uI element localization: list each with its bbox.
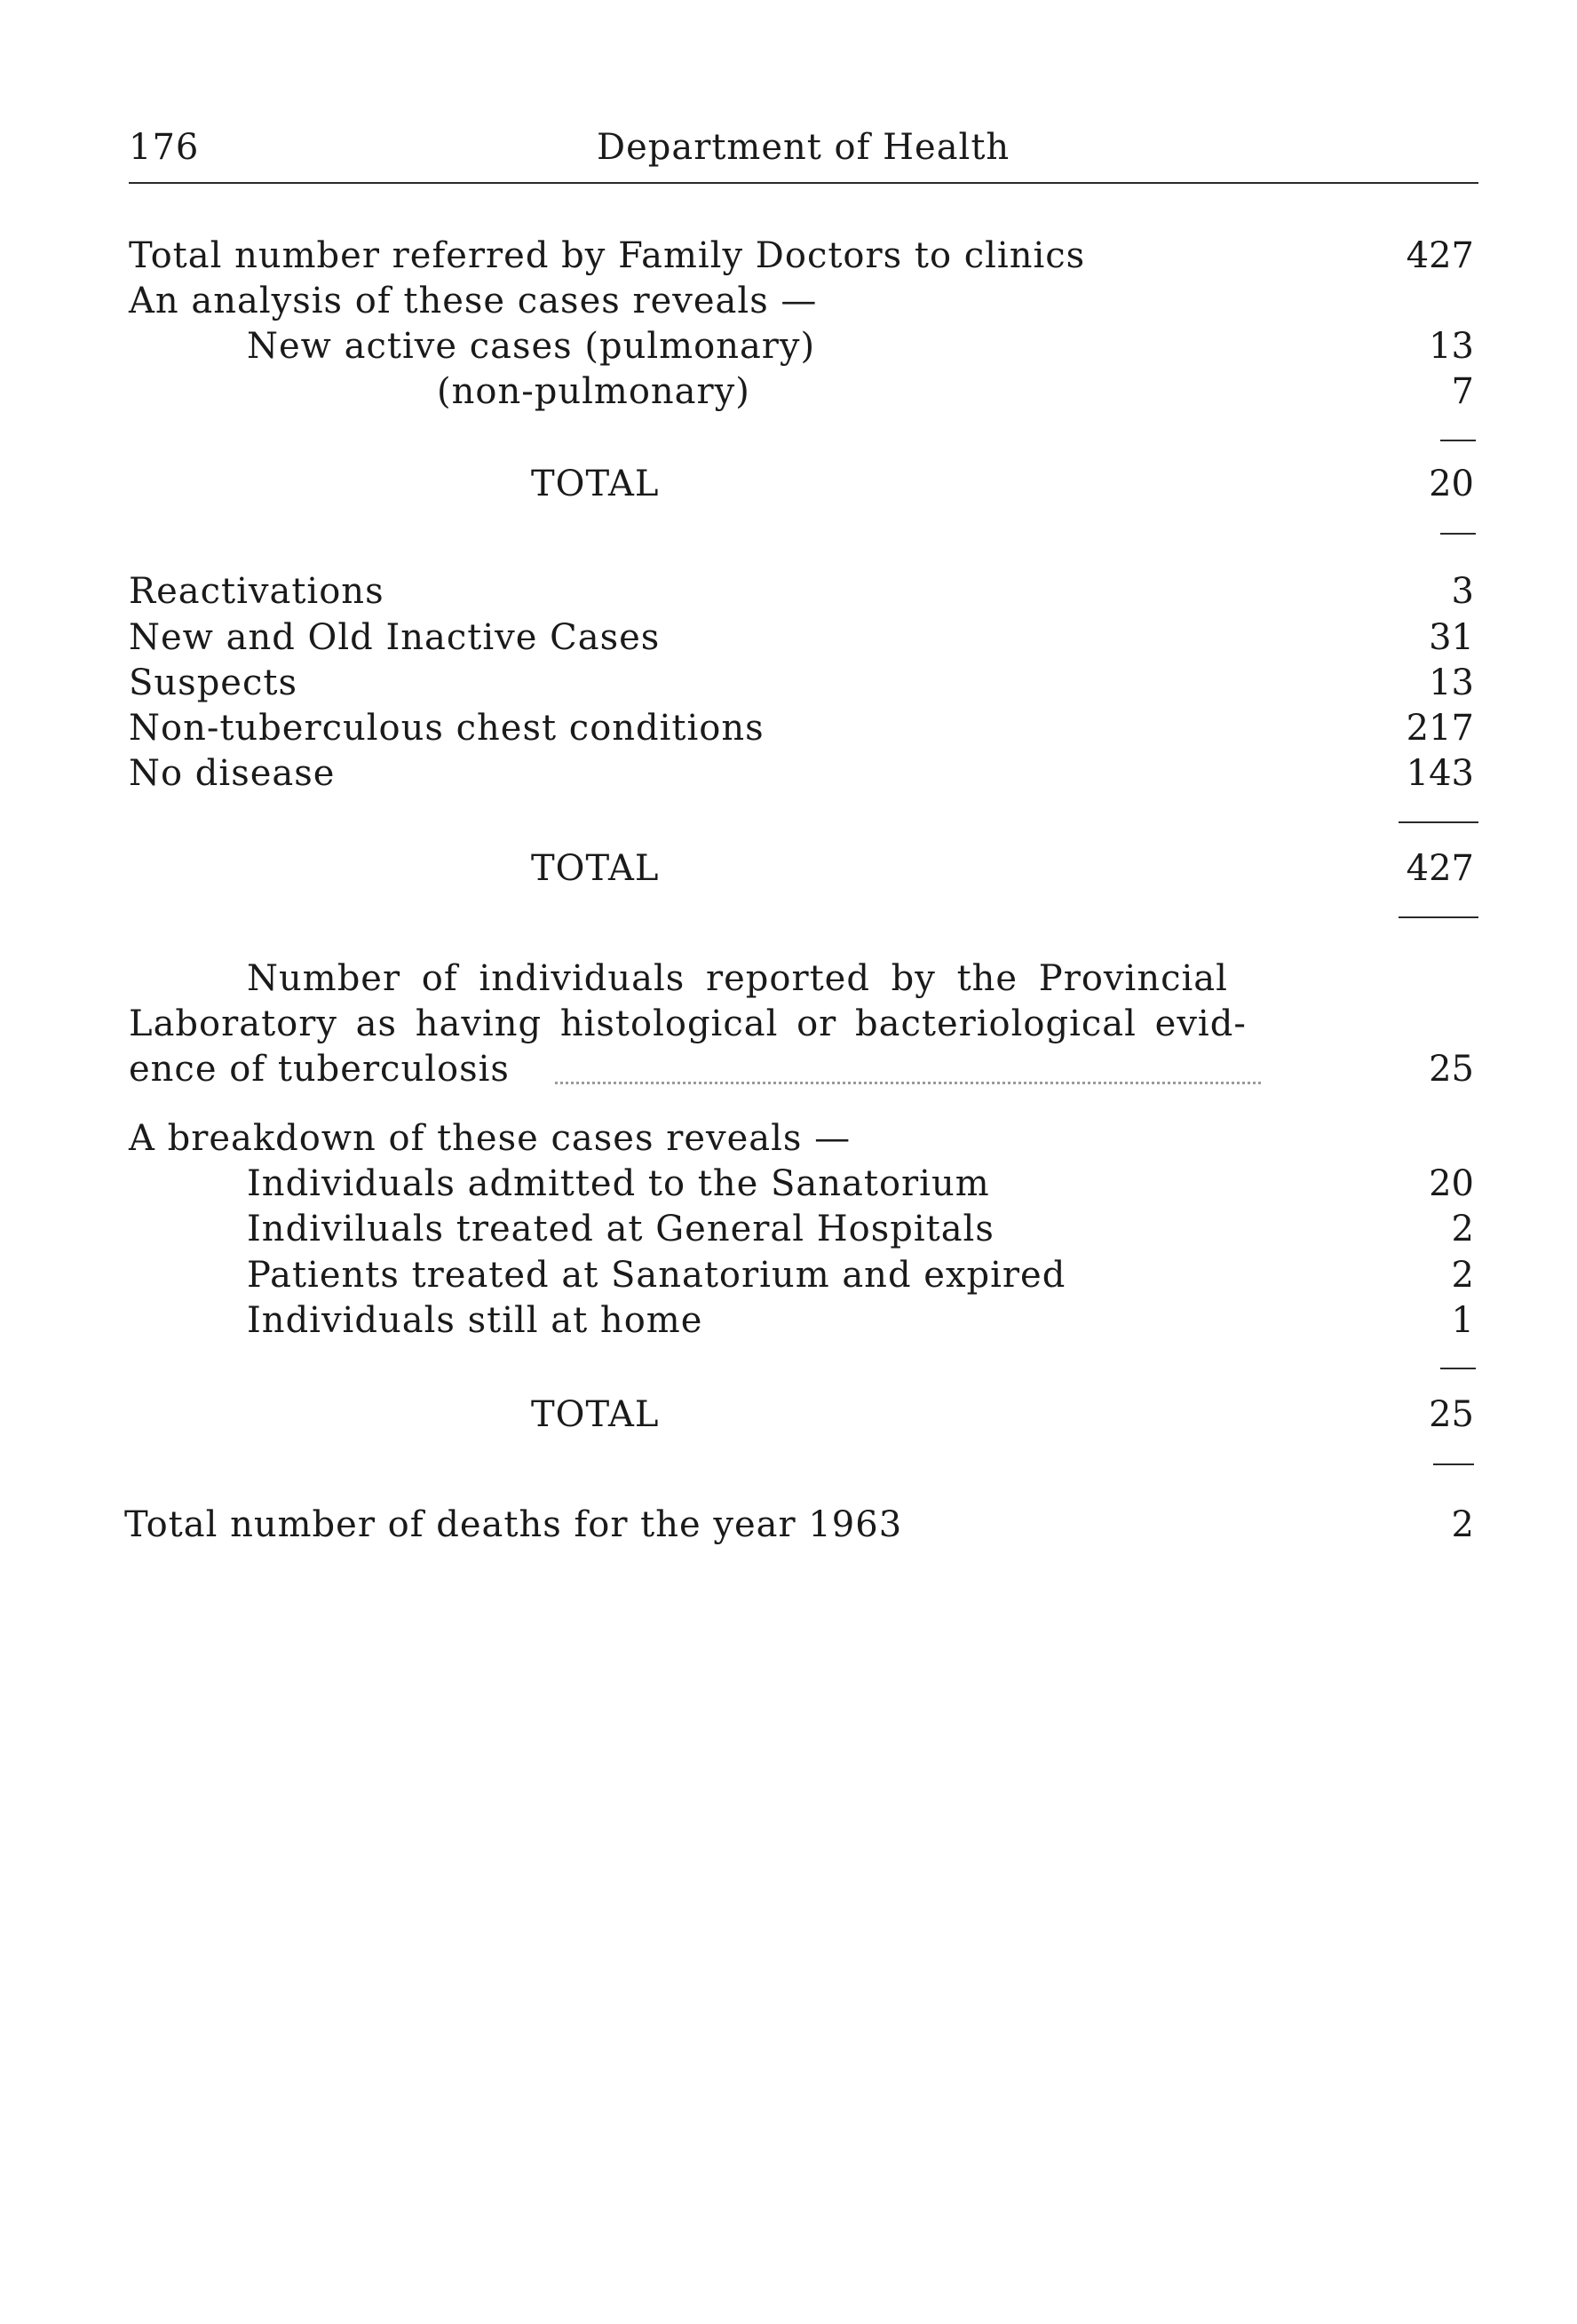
total-value-3: 25 (1429, 1394, 1474, 1435)
analysis-label: An analysis of these cases reveals — (129, 281, 818, 321)
dot-leader (555, 1082, 1261, 1084)
new-active-value: 13 (1429, 326, 1474, 367)
row-label: Non-tuberculous chest conditions (129, 708, 765, 749)
deaths-value: 2 (1451, 1504, 1474, 1545)
referred-label: Total number referred by Family Doctors to clinics (129, 235, 1086, 276)
total-value-2: 427 (1406, 848, 1474, 889)
total-value-1: 20 (1429, 464, 1474, 504)
lab-text-line-2: Laboratory as having histological or bacteriological evid- (129, 1003, 1247, 1044)
breakdown-row-value: 2 (1451, 1209, 1474, 1249)
breakdown-row-label: Patients treated at Sanatorium and expired (247, 1255, 1066, 1296)
subtotal-rule-bottom (1440, 533, 1476, 535)
deaths-label: Total number of deaths for the year 1963 (124, 1504, 903, 1545)
breakdown-label: A breakdown of these cases reveals — (129, 1118, 852, 1159)
referred-value: 427 (1406, 235, 1474, 276)
lab-text-line-3: ence of tuberculosis (129, 1049, 510, 1090)
page-number: 176 (129, 127, 200, 168)
total-label-1: TOTAL (531, 464, 660, 504)
breakdown-row-label: Individuals admitted to the Sanatorium (247, 1163, 990, 1204)
breakdown-row-label: Individuals still at home (247, 1300, 703, 1341)
subtotal-rule-top (1440, 440, 1476, 441)
row-value: 217 (1406, 708, 1474, 749)
page-header-title: Department of Health (597, 127, 1010, 168)
breakdown-rule-bottom (1433, 1463, 1474, 1465)
row-value: 3 (1451, 571, 1474, 612)
row-value: 13 (1429, 662, 1474, 703)
new-active-label: New active cases (pulmonary) (247, 326, 816, 367)
non-pulmonary-value: 7 (1451, 371, 1474, 412)
breakdown-row-value: 1 (1451, 1300, 1474, 1341)
breakdown-row-value: 2 (1451, 1255, 1474, 1296)
non-pulmonary-label: (non-pulmonary) (437, 371, 750, 412)
row-label: Reactivations (129, 571, 384, 612)
row-label: New and Old Inactive Cases (129, 617, 661, 658)
row-label: No disease (129, 753, 336, 794)
total-label-2: TOTAL (531, 848, 660, 889)
row-value: 143 (1406, 753, 1474, 794)
total-rule-top (1399, 821, 1478, 823)
lab-value: 25 (1429, 1049, 1474, 1090)
header-rule (129, 182, 1478, 184)
breakdown-rule-top (1440, 1368, 1476, 1369)
row-label: Suspects (129, 662, 297, 703)
breakdown-row-value: 20 (1429, 1163, 1474, 1204)
total-label-3: TOTAL (531, 1394, 660, 1435)
row-value: 31 (1429, 617, 1474, 658)
breakdown-row-label: Indiviluals treated at General Hospitals (247, 1209, 995, 1249)
total-rule-bottom (1399, 916, 1478, 918)
lab-text-line-1: Number of individuals reported by the Provincial (247, 958, 1228, 999)
